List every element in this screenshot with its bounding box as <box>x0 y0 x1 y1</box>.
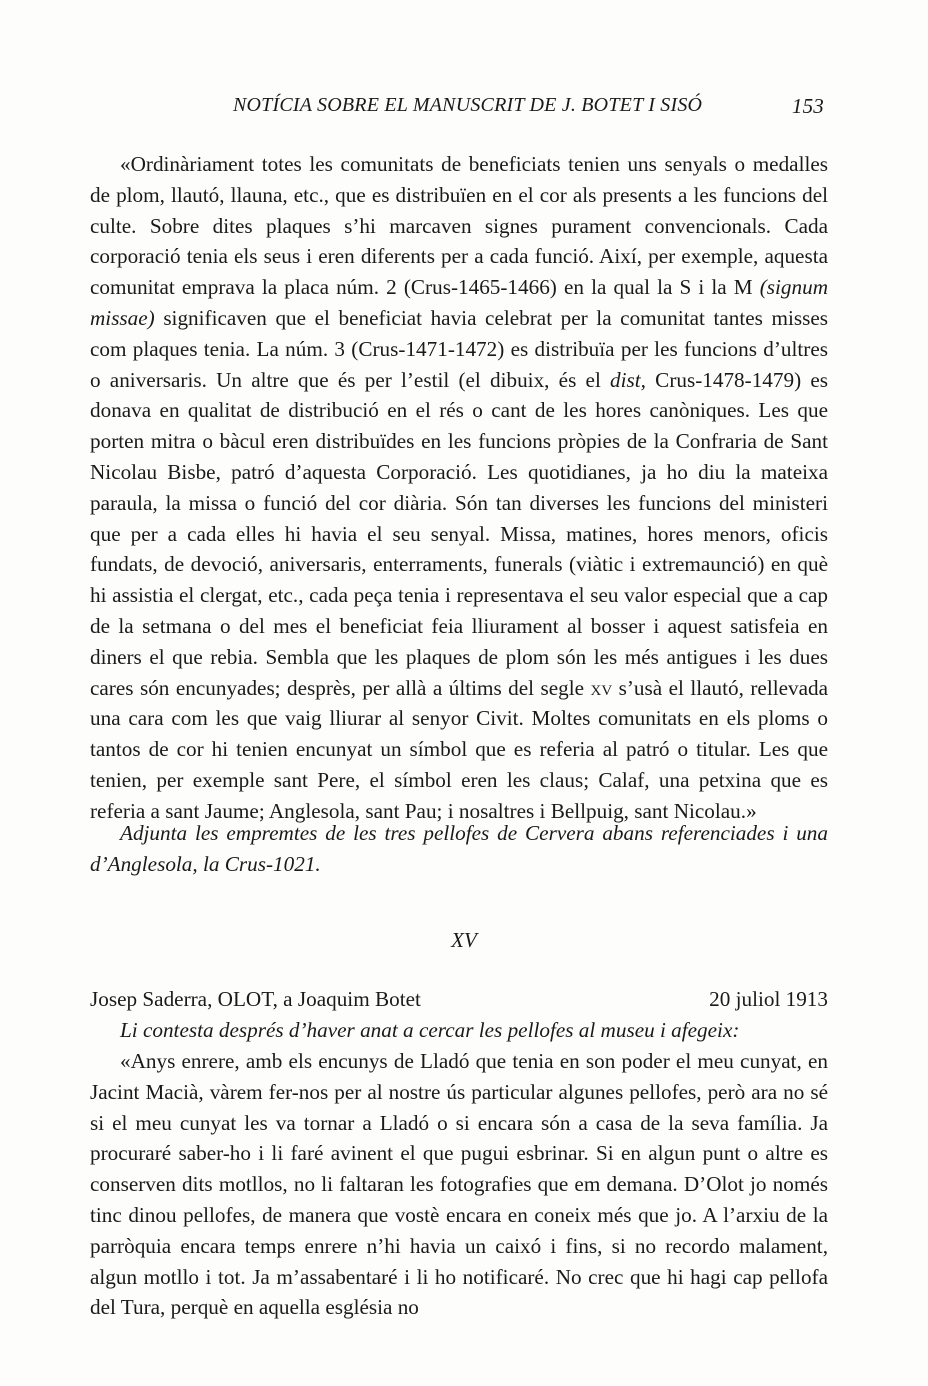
quote-text-part-1: «Ordinàriament totes les comunitats de beneficiats tenien uns senyals o medalles de plom, llautó, llauna, etc., que es distribuïen en el cor als presents a les funcions del culte. Sobre dites plaques s’hi marcaven signes purament convencionals. Cada corporació tenia els seus i eren diferents per a cada funció. Així, per exemple, aquesta comunitat emprava la placa núm. 2 (Crus-1465-1466) en la qual la S i la M <box>90 152 828 300</box>
page-number: 153 <box>791 94 824 118</box>
running-title: NOTÍCIA SOBRE EL MANUSCRIT DE J. BOTET I SISÓ <box>233 94 703 116</box>
quote-text-part-4: s’usà el llautó, rellevada una cara com les que vaig lliurar al senyor Civit. Moltes comunitats en els ploms o tantos de cor hi tenien encunyat un símbol que es referia al patró o titular. Les que tenien, per exemple sant Pere, el símbol eren les claus; Calaf, una petxina que es referia a sant Jaume; Anglesola, sant Pau; i nosaltres i Bellpuig, sant Nicolau.» <box>90 675 829 823</box>
letter-body <box>90 1046 828 1323</box>
quote-century-numeral: xv <box>590 675 613 700</box>
summary-paragraph: Li contesta després d’haver anat a cercar les pellofes al museu i afegeix: <box>120 1018 740 1042</box>
letter-date: 20 juliol 1913 <box>709 987 828 1011</box>
section-number: XV <box>451 928 477 952</box>
quote-italic-signum: (signum missae) <box>90 275 828 330</box>
editorial-note <box>90 818 828 880</box>
quote-italic-dist: dist, <box>610 367 646 392</box>
running-head <box>90 94 830 128</box>
letter-sender: Josep Saderra, OLOT, a Joaquim Botet <box>90 987 421 1011</box>
letter-header <box>90 984 828 1016</box>
letter-summary <box>90 1015 828 1046</box>
note-paragraph: Adjunta les empremtes de les tres pellofes de Cervera abans referenciades i una d’Anglesola, la Crus-1021. <box>90 821 828 876</box>
quote-text-part-2: significaven que el beneficiat havia celebrat per la comunitat tantes misses com plaques tenia. La núm. 3 (Crus-1471-1472) es distribuïa per les funcions d’ultres o aniversaris. Un altre que és per l’estil (el dibuix, és el <box>90 305 828 392</box>
quoted-passage <box>90 149 828 827</box>
quote-text-part-3: Crus-1478-1479) es donava en qualitat de distribució en el rés o cant de les hores canòniques. Les que porten mitra o bàcul eren distribuïdes en les funcions pròpies de la Confraria de Sant Nicolau Bisbe, patró d’aquesta Corporació. Les quotidianes, ja ho diu la mateixa paraula, la missa o funció del cor diària. Són tan diverses les funcions del ministeri que per a cada elles hi havia el seu senyal. Missa, matines, hores menors, oficis fundats, de devoció, aniversaris, enterraments, funerals (viàtic i extremaunció) en què hi assistia el clergat, etc., cada peça tenia i representava el seu valor especial que a cap de la setmana o del mes el beneficiat feia lliurament al bosser i aquest satisfeia en diners el que rebia. Sembla que les plaques de plom són les més antigues i les dues cares són encunyades; desprès, per allà a últims del segle <box>90 367 828 700</box>
letter-body-paragraph: «Anys enrere, amb els encunys de Lladó que tenia en son poder el meu cunyat, en Jacint Macià, vàrem fer-nos per al nostre ús particular algunes pellofes, però ara no sé si el meu cunyat les va tornar a Lladó o si encara són a casa de la seva família. Ja procuraré saber-ho i li faré avinent el que pugui esbrinar. Si en algun punt o altre es conserven dits motllos, no li faltaran les fotografies que em demana. D’Olot jo només tinc dinou pellofes, de manera que vostè encara en coneix més que jo. A l’arxiu de la parròquia encara temps enrere n’hi havia un caixó i fins, si no recordo malament, algun motllo i tot. Ja m’assabentaré i li ho notificaré. No crec que hi hagi cap pellofa del Tura, perquè en aquella església no <box>90 1049 828 1320</box>
quote-paragraph <box>90 149 828 827</box>
